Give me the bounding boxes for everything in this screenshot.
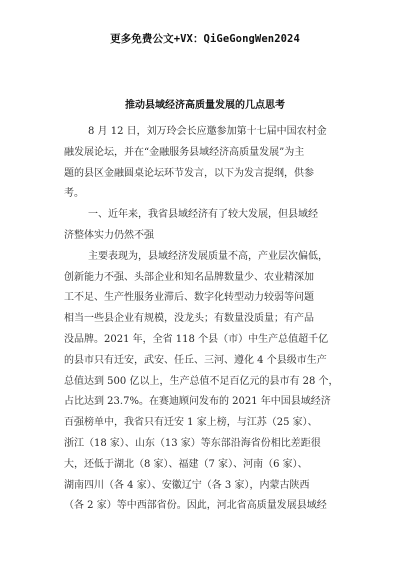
body-line: 融发展论坛，并在“金融服务县域经济高质量发展”为主	[64, 146, 305, 158]
body-line: 考。	[64, 188, 84, 200]
body-line: 一、近年来，我省县域经济有了较大发展，但县域经	[88, 209, 318, 221]
body-line: 题的县区金融圆桌论坛环节发言，以下为发言提纲，供参	[64, 167, 314, 179]
body-line: 没品牌。2021 年，全省 118 个县（市）中生产总值超千亿	[64, 333, 329, 345]
body-line: 创新能力不强、头部企业和知名品牌数量少、农业精深加	[64, 271, 314, 283]
body-line: 大，还低于湖北（8 家）、福建（7 家）、河南（6 家）、	[64, 458, 308, 470]
body-line: 百强榜单中，我省只有迁安 1 家上榜，与江苏（25 家）、	[64, 417, 318, 429]
body-line: 总值达到 500 亿以上，生产总值不足百亿元的县市有 28 个，	[64, 375, 339, 387]
body-line: 工不足、生产性服务业滞后、数字化转型动力较弱等问题	[64, 292, 314, 304]
body-line: 湖南四川（各 4 家）、安徽辽宁（各 3 家），内蒙古陕西	[64, 479, 310, 491]
body-line: （各 2 家）等中西部省份。因此，河北省高质量发展县域经	[64, 500, 327, 512]
body-line: 占比达到 23.7%。在赛迪顾问发布的 2021 年中国县域经济	[64, 396, 331, 408]
body-line: 的县市只有迁安，武安、任丘、三河、遵化 4 个县级市生产	[64, 354, 327, 366]
body-line: 主要表现为，县域经济发展质量不高，产业层次偏低，	[88, 250, 328, 262]
page-header: 更多免费公文+VX：QiGeGongWen2024	[110, 33, 300, 45]
body-line: 8 月 12 日，刘万玲会长应邀参加第十七届中国农村金	[88, 126, 327, 137]
document-title: 推动县域经济高质量发展的几点思考	[125, 100, 285, 111]
document-body	[64, 122, 354, 517]
body-line: 济整体实力仍然不强	[64, 229, 154, 241]
body-line: 相当一些县企业有规模，没龙头；有数量没质量；有产品	[64, 313, 314, 325]
body-line: 浙江（18 家）、山东（13 家）等东部沿海省份相比差距很	[64, 437, 321, 449]
